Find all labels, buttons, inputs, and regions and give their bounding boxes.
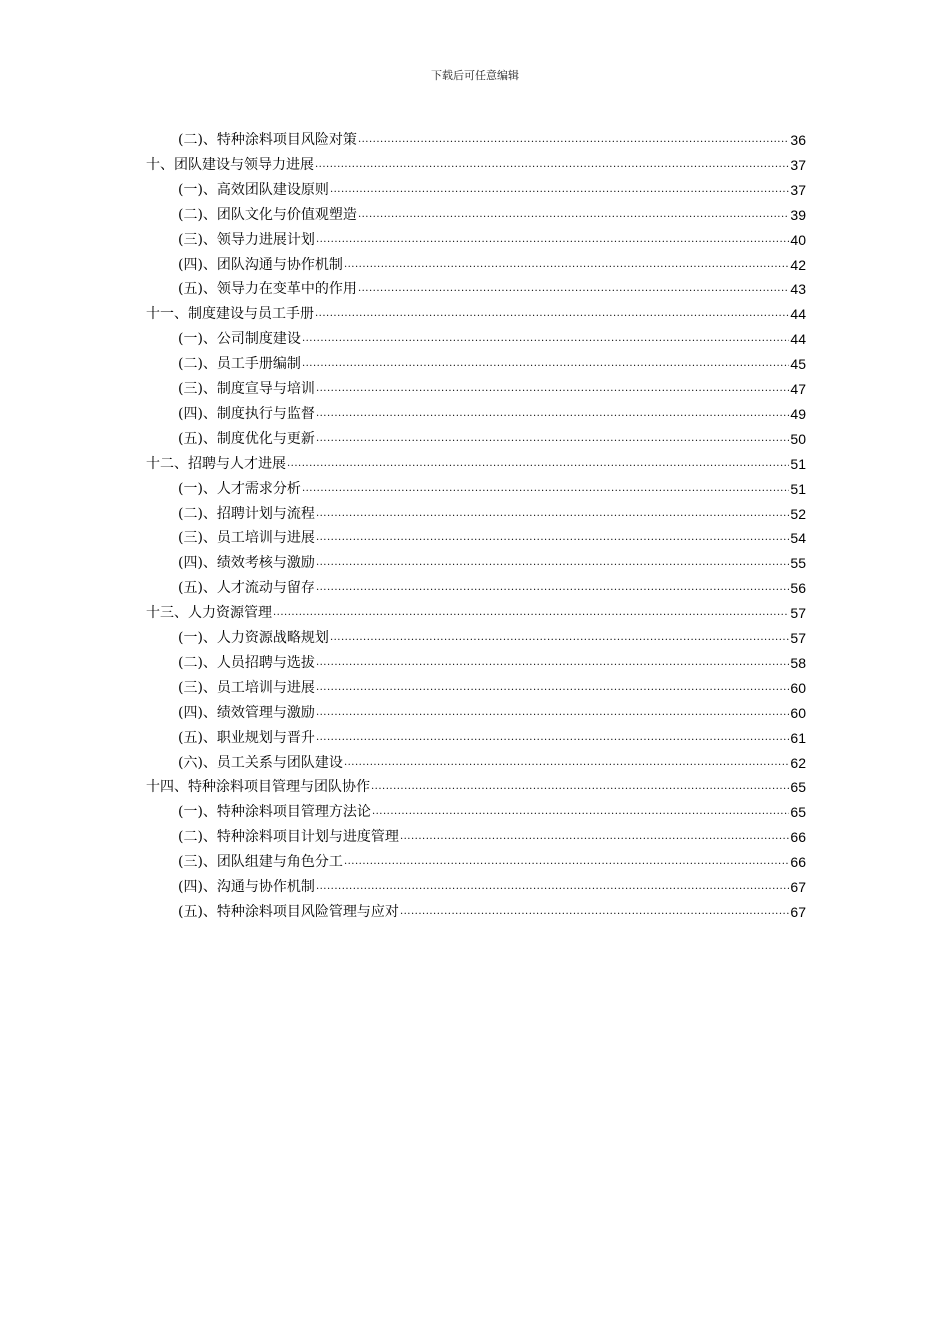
toc-entry-title: (二)、特种涂料项目风险对策 — [178, 132, 357, 148]
toc-section-entry[interactable] — [178, 374, 806, 399]
toc-dot-leader — [316, 432, 789, 446]
toc-section-entry[interactable] — [178, 474, 806, 499]
toc-section-entry[interactable] — [178, 698, 806, 723]
toc-page-number: 51 — [790, 455, 806, 472]
toc-entry-title: (二)、招聘计划与流程 — [178, 505, 315, 522]
toc-page-number: 50 — [790, 430, 806, 447]
toc-entry-title: (四)、沟通与协作机制 — [178, 879, 315, 895]
toc-chapter-entry[interactable] — [146, 772, 806, 797]
toc-section-entry[interactable] — [178, 523, 806, 548]
toc-section-entry[interactable] — [178, 548, 806, 573]
toc-page-number: 60 — [790, 704, 806, 721]
toc-section-entry[interactable] — [178, 797, 806, 822]
toc-dot-leader — [302, 482, 789, 496]
toc-section-entry[interactable] — [178, 499, 806, 524]
toc-section-entry[interactable] — [178, 723, 806, 748]
toc-section-entry[interactable] — [178, 250, 806, 275]
toc-section-entry[interactable] — [178, 225, 806, 250]
toc-dot-leader — [344, 258, 789, 272]
toc-entry-title: (一)、人才需求分析 — [178, 480, 301, 497]
toc-entry-title: (三)、团队组建与角色分工 — [178, 854, 343, 871]
toc-chapter-entry[interactable] — [146, 150, 806, 175]
toc-entry-title: (五)、领导力在变革中的作用 — [178, 281, 357, 298]
toc-dot-leader — [302, 357, 789, 371]
toc-page-number: 65 — [790, 804, 806, 821]
toc-dot-leader — [315, 307, 789, 321]
toc-entry-title: (二)、团队文化与价值观塑造 — [178, 206, 357, 223]
toc-dot-leader — [316, 706, 789, 720]
toc-dot-leader — [273, 606, 789, 620]
toc-entry-title: (三)、员工培训与进展 — [178, 679, 315, 696]
toc-page-number: 62 — [790, 754, 806, 771]
toc-entry-title: (一)、人力资源战略规划 — [178, 630, 329, 646]
toc-dot-leader — [316, 731, 789, 745]
toc-page-number: 42 — [790, 256, 806, 273]
toc-entry-title: (五)、制度优化与更新 — [178, 430, 315, 447]
toc-dot-leader — [371, 780, 789, 794]
toc-page-number: 37 — [790, 156, 806, 173]
toc-entry-title: 十、团队建设与领导力进展 — [146, 156, 314, 173]
toc-page-number: 61 — [790, 729, 806, 746]
toc-dot-leader — [316, 531, 789, 545]
toc-entry-title: (一)、公司制度建设 — [178, 331, 301, 348]
toc-dot-leader — [316, 681, 789, 695]
toc-section-entry[interactable] — [178, 424, 806, 449]
toc-dot-leader — [316, 556, 789, 570]
page-header: 下载后可任意编辑 — [431, 69, 519, 82]
toc-page-number: 67 — [790, 903, 806, 920]
toc-section-entry[interactable] — [178, 847, 806, 872]
toc-dot-leader — [302, 332, 789, 346]
toc-dot-leader — [344, 756, 789, 770]
toc-entry-title: (二)、特种涂料项目计划与进度管理 — [178, 829, 399, 846]
toc-section-entry[interactable] — [178, 648, 806, 673]
toc-entry-title: (五)、人才流动与留存 — [178, 580, 315, 597]
toc-entry-title: (五)、职业规划与晋升 — [178, 729, 315, 746]
toc-page-number: 54 — [790, 530, 806, 547]
toc-section-entry[interactable] — [178, 324, 806, 349]
toc-page-number: 57 — [790, 605, 806, 622]
toc-entry-title: (四)、绩效管理与激励 — [178, 704, 315, 721]
toc-dot-leader — [316, 382, 789, 396]
toc-dot-leader — [316, 233, 789, 247]
toc-entry-title: 十二、招聘与人才进展 — [146, 455, 286, 472]
toc-dot-leader — [330, 183, 789, 197]
toc-dot-leader — [372, 805, 789, 819]
toc-dot-leader — [316, 581, 789, 595]
toc-section-entry[interactable] — [178, 274, 806, 299]
toc-entry-title: 十一、制度建设与员工手册 — [146, 306, 314, 323]
toc-page-number: 47 — [790, 381, 806, 397]
toc-entry-title: (五)、特种涂料项目风险管理与应对 — [178, 903, 399, 920]
toc-section-entry[interactable] — [178, 125, 806, 150]
toc-section-entry[interactable] — [178, 623, 806, 648]
toc-entry-title: 十四、特种涂料项目管理与团队协作 — [146, 779, 370, 796]
toc-chapter-entry[interactable] — [146, 299, 806, 324]
toc-section-entry[interactable] — [178, 897, 806, 922]
toc-page-number: 56 — [790, 580, 806, 597]
toc-dot-leader — [330, 631, 789, 645]
toc-entry-title: (二)、人员招聘与选拔 — [178, 654, 315, 671]
toc-section-entry[interactable] — [178, 200, 806, 225]
toc-page-number: 37 — [790, 181, 806, 198]
toc-entry-title: (一)、特种涂料项目管理方法论 — [178, 804, 371, 821]
toc-page-number: 40 — [790, 231, 806, 248]
toc-page-number: 60 — [790, 679, 806, 696]
toc-page-number: 57 — [790, 630, 806, 646]
toc-section-entry[interactable] — [178, 748, 806, 773]
toc-dot-leader — [400, 905, 789, 919]
toc-entry-title: (一)、高效团队建设原则 — [178, 181, 329, 198]
toc-entry-title: (二)、员工手册编制 — [178, 356, 301, 373]
toc-page-number: 52 — [790, 505, 806, 522]
toc-chapter-entry[interactable] — [146, 598, 806, 623]
toc-page-number: 58 — [790, 654, 806, 671]
toc-section-entry[interactable] — [178, 822, 806, 847]
toc-page-number: 36 — [790, 132, 806, 148]
toc-entry-title: (四)、绩效考核与激励 — [178, 555, 315, 572]
toc-entry-title: (四)、制度执行与监督 — [178, 405, 315, 422]
toc-section-entry[interactable] — [178, 673, 806, 698]
toc-dot-leader — [400, 830, 789, 844]
toc-entry-title: (三)、制度宣导与培训 — [178, 381, 315, 397]
toc-entry-title: (三)、员工培训与进展 — [178, 530, 315, 547]
toc-dot-leader — [358, 133, 789, 147]
toc-page-number: 45 — [790, 356, 806, 373]
toc-page-number: 44 — [790, 306, 806, 323]
toc-entry-title: (三)、领导力进展计划 — [178, 231, 315, 248]
toc-dot-leader — [316, 880, 789, 894]
toc-dot-leader — [287, 457, 789, 471]
toc-dot-leader — [315, 158, 789, 172]
toc-dot-leader — [358, 282, 789, 296]
toc-entry-title: (六)、员工关系与团队建设 — [178, 754, 343, 771]
toc-page-number: 65 — [790, 779, 806, 796]
toc-chapter-entry[interactable] — [146, 449, 806, 474]
toc-page-number: 51 — [790, 480, 806, 497]
toc-dot-leader — [316, 407, 789, 421]
toc-section-entry[interactable] — [178, 399, 806, 424]
toc-page-number: 49 — [790, 405, 806, 422]
toc-dot-leader — [316, 656, 789, 670]
toc-section-entry[interactable] — [178, 573, 806, 598]
toc-dot-leader — [316, 507, 789, 521]
toc-page-number: 66 — [790, 854, 806, 871]
toc-dot-leader — [358, 208, 789, 222]
toc-entry-title: (四)、团队沟通与协作机制 — [178, 256, 343, 273]
toc-page-number: 66 — [790, 829, 806, 846]
toc-dot-leader — [344, 855, 789, 869]
toc-section-entry[interactable] — [178, 175, 806, 200]
toc-page-number: 39 — [790, 206, 806, 223]
toc-page-number: 44 — [790, 331, 806, 348]
toc-page-number: 55 — [790, 555, 806, 572]
toc-section-entry[interactable] — [178, 872, 806, 897]
toc-section-entry[interactable] — [178, 349, 806, 374]
toc-entry-title: 十三、人力资源管理 — [146, 605, 272, 622]
toc-page-number: 43 — [790, 281, 806, 298]
toc-page-number: 67 — [790, 879, 806, 895]
